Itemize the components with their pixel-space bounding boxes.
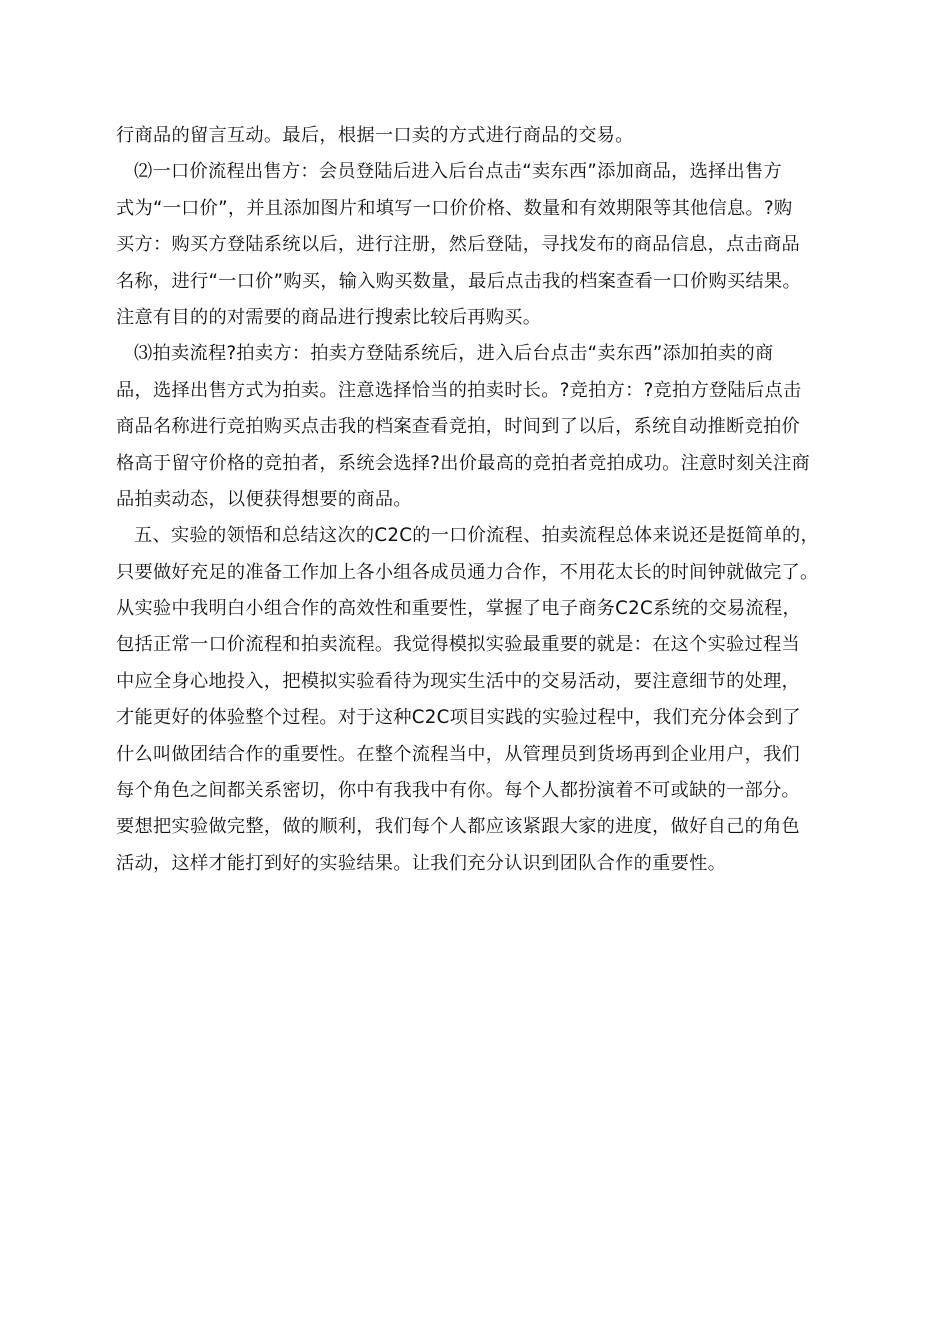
text-line: 商品名称进行竞拍购买点击我的档案查看竞拍，时间到了以后，系统自动推断竞拍价 xyxy=(116,416,801,438)
text-line: 行商品的留言互动。最后，根据一口卖的方式进行商品的交易。 xyxy=(116,125,634,146)
text-line: 要想把实验做完整，做的顺利，我们每个人都应该紧跟大家的进度，做好自己的角色 xyxy=(116,816,801,838)
text-line: 五、实验的领悟和总结这次的C2C的一口价流程、拍卖流程总体来说还是挺简单的， xyxy=(134,525,819,547)
text-line: 才能更好的体验整个过程。对于这种C2C项目实践的实验过程中，我们充分体会到了 xyxy=(116,707,801,729)
text-line: 格高于留守价格的竞拍者，系统会选择?出价最高的竞拍者竞拍成功。注意时刻关注商 xyxy=(116,452,810,474)
text-line: 每个角色之间都关系密切，你中有我我中有你。每个人都扮演着不可或缺的一部分。 xyxy=(116,780,801,802)
text-line: 名称，进行“一口价”购买，输入购买数量，最后点击我的档案查看一口价购买结果。 xyxy=(116,270,801,292)
text-line: 品，选择出售方式为拍卖。注意选择恰当的拍卖时长。?竞拍方：?竞拍方登陆后点击 xyxy=(116,379,802,401)
text-line: 注意有目的的对需要的商品进行搜索比较后再购买。 xyxy=(116,306,542,328)
text-line: 式为“一口价”，并且添加图片和填写一口价价格、数量和有效期限等其他信息。?购 xyxy=(116,197,793,219)
text-line: 中应全身心地投入，把模拟实验看待为现实生活中的交易活动，要注意细节的处理， xyxy=(116,670,801,692)
text-line: 品拍卖动态，以便获得想要的商品。 xyxy=(116,488,412,510)
text-line: 只要做好充足的准备工作加上各小组各成员通力合作，不用花太长的时间钟就做完了。 xyxy=(116,561,819,583)
text-line: 活动，这样才能打到好的实验结果。让我们充分认识到团队合作的重要性。 xyxy=(116,852,727,874)
text-line: 从实验中我明白小组合作的高效性和重要性，掌握了电子商务C2C系统的交易流程， xyxy=(116,598,801,620)
text-line: 买方：购买方登陆系统以后，进行注册，然后登陆，寻找发布的商品信息，点击商品 xyxy=(116,234,801,256)
text-line: ⑵一口价流程出售方：会员登陆后进入后台点击“卖东西”添加商品，选择出售方 xyxy=(134,161,783,183)
document-body xyxy=(116,118,840,882)
text-line: 包括正常一口价流程和拍卖流程。我觉得模拟实验最重要的就是：在这个实验过程当 xyxy=(116,634,801,656)
text-line: ⑶拍卖流程?拍卖方：拍卖方登陆系统后，进入后台点击“卖东西”添加拍卖的商 xyxy=(134,343,774,365)
text-line: 什么叫做团结合作的重要性。在整个流程当中，从管理员到货场再到企业用户，我们 xyxy=(116,743,801,765)
